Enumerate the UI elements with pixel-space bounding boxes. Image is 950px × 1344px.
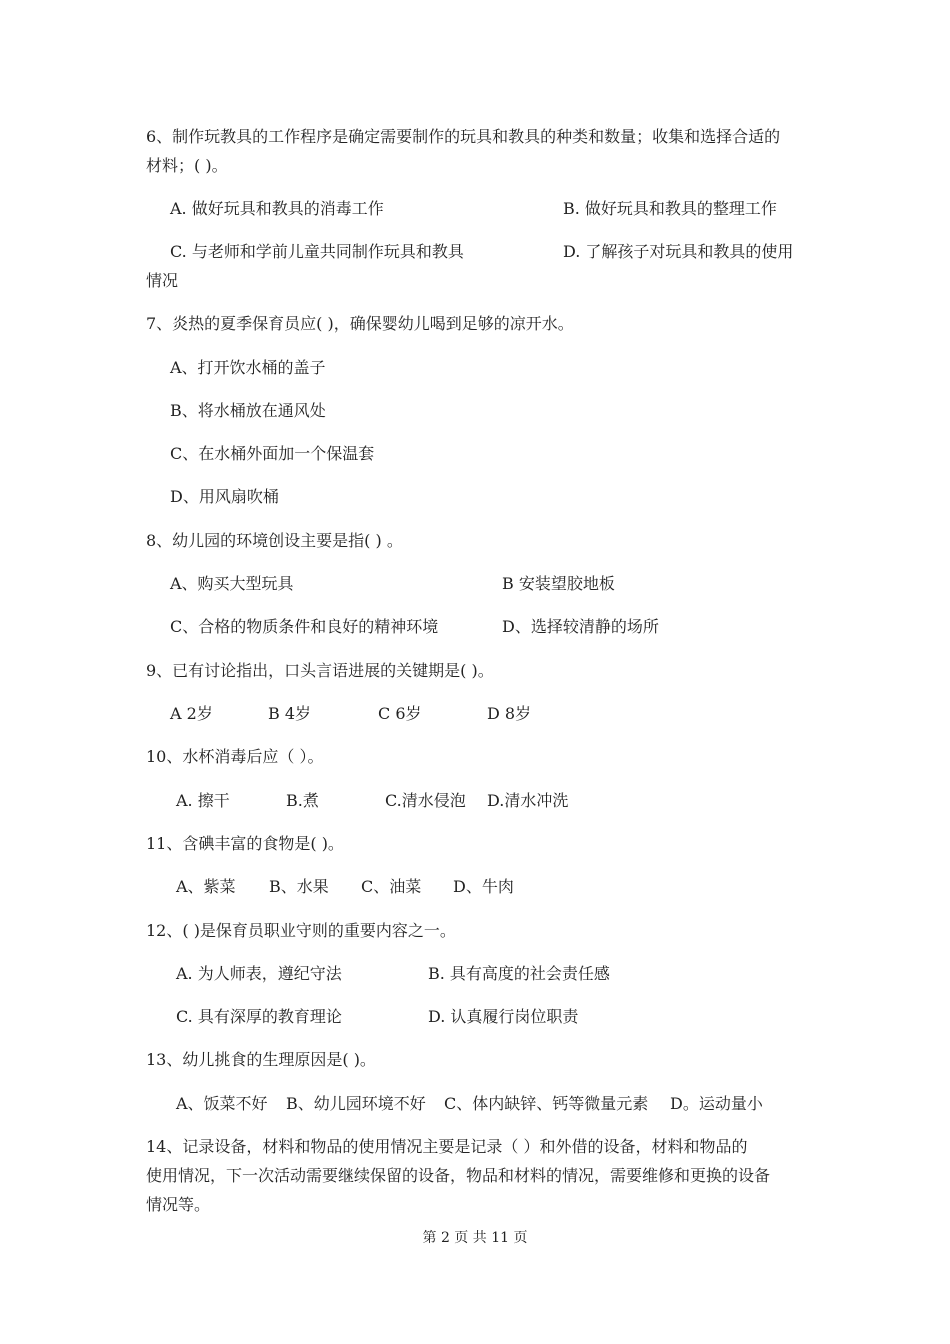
q10-option-b: B.煮 — [286, 791, 319, 810]
q14-stem-line3: 情况等。 — [146, 1195, 211, 1214]
q11-option-b: B、水果 — [269, 877, 329, 896]
q13-option-a: A、饭菜不好 — [176, 1094, 268, 1113]
q12-option-a: A. 为人师表，遵纪守法 — [176, 964, 342, 983]
q9-stem: 9、已有讨论指出，口头言语进展的关键期是( )。 — [146, 661, 494, 680]
q8-stem: 8、幼儿园的环境创设主要是指( ) 。 — [146, 531, 403, 550]
q8-option-d: D、选择较清静的场所 — [502, 617, 659, 636]
q7-option-d: D、用风扇吹桶 — [170, 487, 279, 506]
q10-stem: 10、水杯消毒后应（ ）。 — [146, 747, 324, 766]
q13-option-b: B、幼儿园环境不好 — [286, 1094, 426, 1113]
q8-option-a: A、购买大型玩具 — [170, 574, 294, 593]
page-number: 第 2 页 共 11 页 — [422, 1230, 528, 1246]
q10-option-d: D.清水冲洗 — [487, 791, 569, 810]
q7-option-c: C、在水桶外面加一个保温套 — [170, 444, 375, 463]
q14-stem-line1: 14、记录设备，材料和物品的使用情况主要是记录（ ）和外借的设备，材料和物品的 — [146, 1137, 748, 1156]
q12-stem: 12、( )是保育员职业守则的重要内容之一。 — [146, 921, 456, 940]
q6-option-d: D. 了解孩子对玩具和教具的使用 — [563, 242, 794, 261]
q11-option-a: A、紫菜 — [176, 877, 236, 896]
q9-option-a: A 2岁 — [170, 704, 213, 723]
q11-stem: 11、含碘丰富的食物是( )。 — [146, 834, 344, 853]
q8-option-c: C、合格的物质条件和良好的精神环境 — [170, 617, 439, 636]
q6-option-a: A. 做好玩具和教具的消毒工作 — [170, 199, 384, 218]
q10-option-a: A. 擦干 — [176, 791, 230, 810]
q12-option-b: B. 具有高度的社会责任感 — [428, 964, 610, 983]
q7-stem: 7、炎热的夏季保育员应( )，确保婴幼儿喝到足够的凉开水。 — [146, 314, 574, 333]
q9-option-d: D 8岁 — [487, 704, 532, 723]
q12-option-c: C. 具有深厚的教育理论 — [176, 1007, 342, 1026]
q6-option-c: C. 与老师和学前儿童共同制作玩具和教具 — [170, 242, 464, 261]
q9-option-c: C 6岁 — [378, 704, 422, 723]
q13-option-c: C、体内缺锌、钙等微量元素 — [444, 1094, 649, 1113]
q14-stem-line2: 使用情况，下一次活动需要继续保留的设备，物品和材料的情况，需要维修和更换的设备 — [146, 1166, 771, 1185]
q6-stem-line1: 6、制作玩教具的工作程序是确定需要制作的玩具和教具的种类和数量；收集和选择合适的 — [146, 127, 781, 146]
q6-option-b: B. 做好玩具和教具的整理工作 — [563, 199, 777, 218]
q13-option-d: D。运动量小 — [670, 1094, 763, 1113]
q9-option-b: B 4岁 — [268, 704, 312, 723]
q13-stem: 13、幼儿挑食的生理原因是( )。 — [146, 1050, 376, 1069]
q11-option-c: C、油菜 — [361, 877, 422, 896]
q8-option-b: B 安装望胶地板 — [502, 574, 615, 593]
q6-option-d-continued: 情况 — [146, 271, 179, 290]
q7-option-b: B、将水桶放在通风处 — [170, 401, 326, 420]
q11-option-d: D、牛肉 — [453, 877, 514, 896]
q12-option-d: D. 认真履行岗位职责 — [428, 1007, 579, 1026]
q7-option-a: A、打开饮水桶的盖子 — [170, 358, 326, 377]
q10-option-c: C.清水侵泡 — [385, 791, 466, 810]
q6-stem-line2: 材料；( )。 — [146, 156, 228, 175]
